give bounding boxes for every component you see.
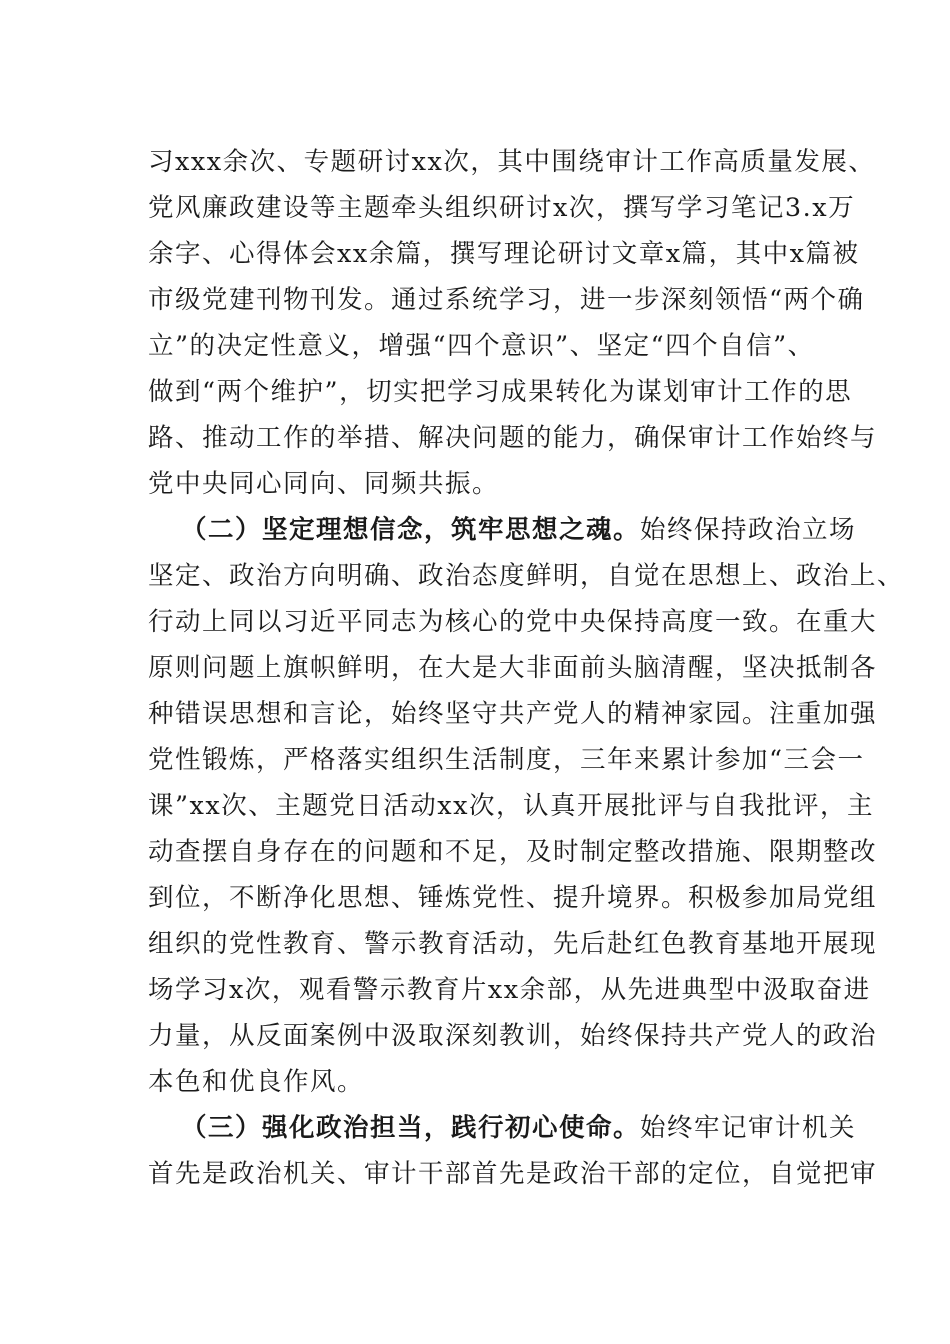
text-line: 党性锻炼，严格落实组织生活制度，三年来累计参加“三会一 [148, 745, 865, 775]
text-line: 路、推动工作的举措、解决问题的能力，确保审计工作始终与 [148, 423, 878, 453]
text-line: 立”的决定性意义，增强“四个意识”、坚定“四个自信”、 [148, 331, 815, 361]
section-2-first-text: 始终保持政治立场 [640, 515, 857, 545]
section-2-first-line [181, 512, 856, 548]
text-line: 力量，从反面案例中汲取深刻教训，始终保持共产党人的政治 [148, 1021, 878, 1051]
text-line: 坚定、政治方向明确、政治态度鲜明，自觉在思想上、政治上、 [148, 561, 905, 591]
text-line: 做到“两个维护”，切实把学习成果转化为谋划审计工作的思 [148, 377, 853, 407]
text-line: 行动上同以习近平同志为核心的党中央保持高度一致。在重大 [148, 607, 878, 637]
text-line: 动查摆自身存在的问题和不足，及时制定整改措施、限期整改 [148, 837, 878, 867]
text-line: 课”xx次、主题党日活动xx次，认真开展批评与自我批评，主 [148, 791, 875, 821]
text-line: 原则问题上旗帜鲜明，在大是大非面前头脑清醒，坚决抵制各 [148, 653, 878, 683]
text-line: 到位，不断净化思想、锤炼党性、提升境界。积极参加局党组 [148, 883, 878, 913]
text-line: 余字、心得体会xx余篇，撰写理论研讨文章x篇，其中x篇被 [148, 239, 860, 269]
text-line: 党风廉政建设等主题牵头组织研讨x次，撰写学习笔记3.x万 [148, 193, 856, 223]
section-2-heading: （二）坚定理想信念，筑牢思想之魂。 [181, 515, 641, 545]
section-3-heading: （三）强化政治担当，践行初心使命。 [181, 1113, 641, 1143]
text-line: 本色和优良作风。 [148, 1067, 365, 1097]
text-line: 组织的党性教育、警示教育活动，先后赴红色教育基地开展现 [148, 929, 878, 959]
text-line: 习xxx余次、专题研讨xx次，其中围绕审计工作高质量发展、 [148, 147, 876, 177]
text-line: 市级党建刊物刊发。通过系统学习，进一步深刻领悟“两个确 [148, 285, 865, 315]
text-line: 党中央同心同向、同频共振。 [148, 469, 500, 499]
text-line: 首先是政治机关、审计干部首先是政治干部的定位，自觉把审 [148, 1159, 878, 1189]
section-3-first-text: 始终牢记审计机关 [640, 1113, 857, 1143]
text-line: 场学习x次，观看警示教育片xx余部，从先进典型中汲取奋进 [148, 975, 871, 1005]
text-line: 种错误思想和言论，始终坚守共产党人的精神家园。注重加强 [148, 699, 878, 729]
section-3-first-line [181, 1110, 856, 1146]
